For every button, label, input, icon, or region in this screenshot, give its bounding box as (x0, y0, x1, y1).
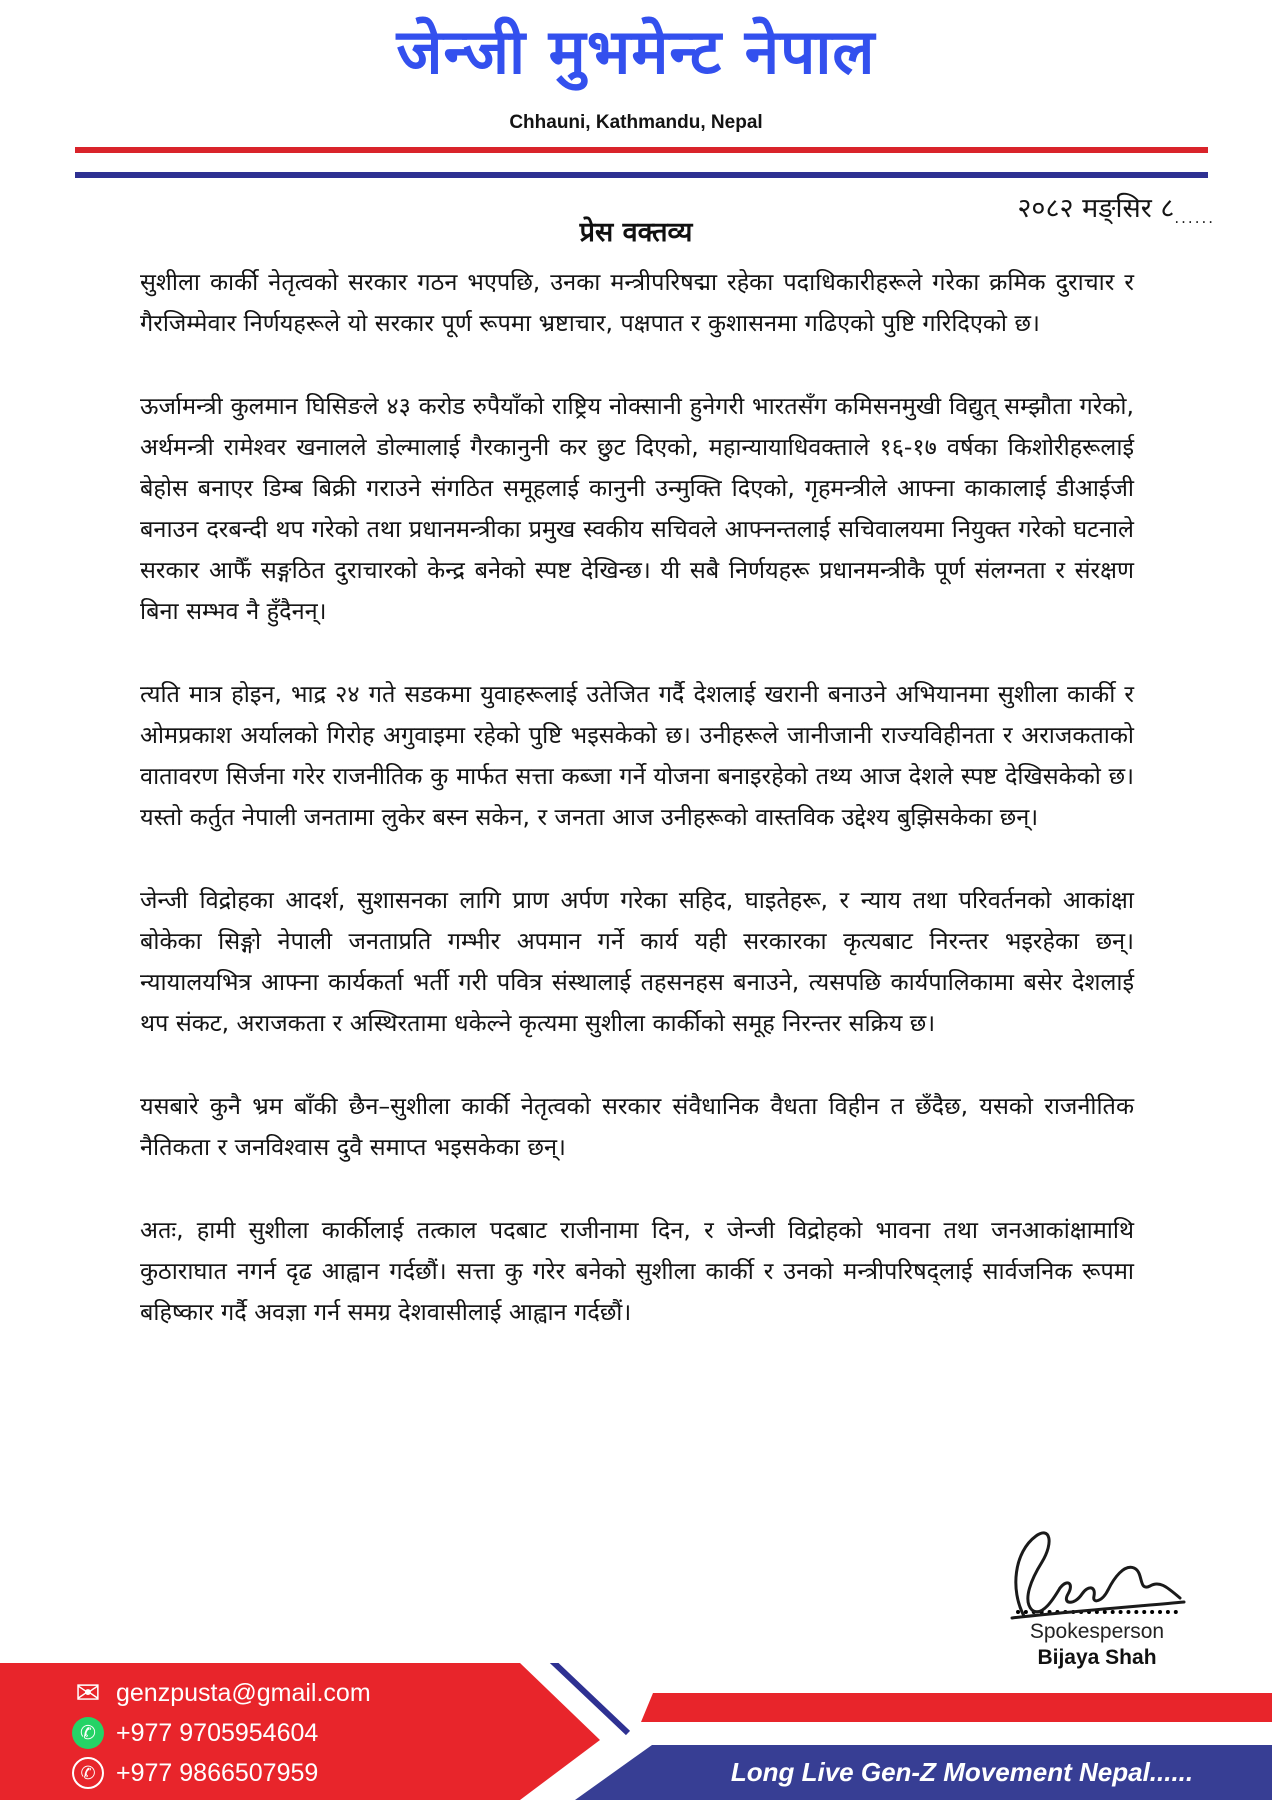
paragraph-1: सुशीला कार्की नेतृत्वको सरकार गठन भएपछि, उनका मन्त्रीपरिषद्मा रहेका पदाधिकारीहरूले गरेका क्रमिक दुराचार र गैरजिम्मेवार निर्णयहरूले यो सरकार पूर्ण रूपमा भ्रष्टाचार, पक्षपात र कुशासनमा गढिएको पुष्टि गरिदिएको छ। (140, 268, 1134, 337)
header-rule-navy (75, 172, 1208, 178)
phone-icon: ✆ (72, 1757, 104, 1789)
letter-body (140, 262, 1134, 1375)
paragraph-3: त्यति मात्र होइन, भाद्र २४ गते सडकमा युवाहरूलाई उतेजित गर्दै देशलाई खरानी बनाउने अभियानमा सुशीला कार्की र ओमप्रकाश अर्यालको गिरोह अगुवाइमा रहेको पुष्टि भइसकेको छ। उनीहरूले जानीजानी राज्यविहीनता र अराजकताको वातावरण सिर्जना गरेर राजनीतिक कु मार्फत सत्ता कब्जा गर्ने योजना बनाइरहेको तथ्य आज देशले स्पष्ट देखिसकेको छ। यस्तो कर्तुत नेपाली जनतामा लुकेर बस्न सकेन, र जनता आज उनीहरूको वास्तविक उद्देश्य बुझिसकेका छन्। (140, 680, 1134, 831)
date-dots: ...... (1174, 209, 1215, 227)
footer-banner (0, 1663, 1272, 1800)
whatsapp-icon: ✆ (72, 1717, 104, 1749)
contact-phone-row (72, 1757, 371, 1789)
date-value: २०८२ मङ्सिर ८ (1017, 193, 1175, 224)
signature-block (1002, 1528, 1192, 1670)
paragraph-6: अतः, हामी सुशीला कार्कीलाई तत्काल पदबाट राजीनामा दिन, र जेन्जी विद्रोहको भावना तथा जनआकांक्षामाथि कुठाराघात नगर्न दृढ आह्वान गर्दछौं। सत्ता कु गरेर बनेको सुशीला कार्की र उनको मन्त्रीपरिषद्लाई सार्वजनिक रूपमा बहिष्कार गर्दै अवज्ञा गर्न समग्र देशवासीलाई आह्वान गर्दछौं। (140, 1216, 1134, 1326)
org-name: जेन्जी मुभमेन्ट नेपाल (396, 15, 876, 88)
contact-list (72, 1677, 371, 1789)
contact-email-row (72, 1677, 371, 1709)
signature-name: Bijaya Shah (1037, 1646, 1157, 1669)
phone-value: +977 9866507959 (116, 1758, 319, 1787)
org-address: Chhauni, Kathmandu, Nepal (509, 112, 763, 133)
email-value: genzpusta@gmail.com (116, 1678, 371, 1707)
paragraph-2: ऊर्जामन्त्री कुलमान घिसिङले ४३ करोड रुपैयाँको राष्ट्रिय नोक्सानी हुनेगरी भारतसँग कमिसनमुखी विद्युत् सम्झौता गरेको, अर्थमन्त्री रामेश्वर खनालले डोल्मालाई गैरकानुनी कर छुट दिएको, महान्यायाधिवक्ताले १६-१७ वर्षका किशोरीहरूलाई बेहोस बनाएर डिम्ब बिक्री गराउने संगठित समूहलाई कानुनी उन्मुक्ति दिएको, गृहमन्त्रीले आफ्ना काकालाई डीआईजी बनाउन दरबन्दी थप गरेको तथा प्रधानमन्त्रीका प्रमुख स्वकीय सचिवले आफ्नन्तलाई सचिवालयमा नियुक्त गरेको घटनाले सरकार आफैँ सङ्गठित दुराचारको केन्द्र बनेको स्पष्ट देखिन्छ। यी सबै निर्णयहरू प्रधानमन्त्रीकै पूर्ण संलग्नता र संरक्षण बिना सम्भव नै हुँदैनन्। (140, 392, 1134, 625)
email-icon: ✉ (75, 1676, 101, 1710)
document-title: प्रेस वक्तव्य (579, 217, 693, 248)
signature-role: Spokesperson (1029, 1620, 1165, 1643)
footer-slogan: Long Live Gen-Z Movement Nepal...... (730, 1757, 1194, 1787)
whatsapp-value: +977 9705954604 (116, 1718, 319, 1747)
contact-whatsapp-row (72, 1717, 371, 1749)
paragraph-5: यसबारे कुनै भ्रम बाँकी छैन–सुशीला कार्की नेतृत्वको सरकार संवैधानिक वैधता विहीन त छँदैछ, यसको राजनीतिक नैतिकता र जनविश्वास दुवै समाप्त भइसकेका छन्। (140, 1092, 1134, 1161)
paragraph-4: जेन्जी विद्रोहका आदर्श, सुशासनका लागि प्राण अर्पण गरेका सहिद, घाइतेहरू, र न्याय तथा परिवर्तनको आकांक्षा बोकेका सिङ्गो नेपाली जनताप्रति गम्भीर अपमान गर्ने कार्य यही सरकारका कृत्यबाट निरन्तर भइरहेका छन्। न्यायालयभित्र आफ्ना कार्यकर्ता भर्ती गरी पवित्र संस्थालाई तहसनहस बनाउने, त्यसपछि कार्यपालिकामा बसेर देशलाई थप संकट, अराजकता र अस्थिरतामा धकेल्ने कृत्यमा सुशीला कार्कीको समूह निरन्तर सक्रिय छ। (140, 886, 1134, 1037)
header-rule-red (75, 147, 1208, 153)
